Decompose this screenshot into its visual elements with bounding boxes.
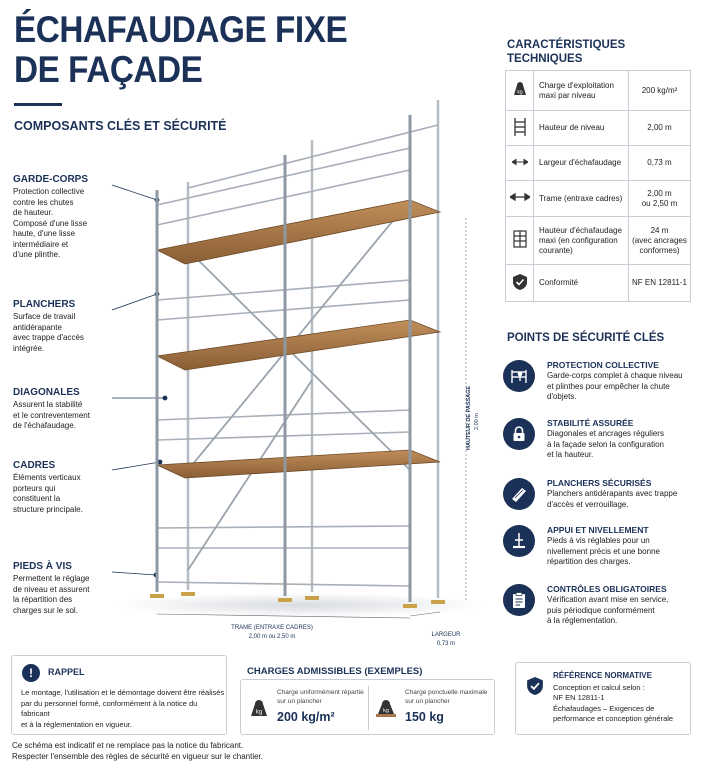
leader-line-pieds	[112, 572, 156, 575]
charge-2-label	[405, 688, 487, 706]
tech-row	[506, 146, 691, 181]
desc-line: de l'échafaudage.	[13, 421, 76, 430]
tech-value-line: 2,00 m	[647, 123, 672, 132]
point-load-icon	[375, 698, 397, 723]
tech-value	[629, 146, 691, 181]
title-underline	[14, 103, 62, 106]
tech-label-line: Hauteur d'échafaudage	[539, 225, 622, 235]
component-desc	[13, 312, 113, 354]
width-arrow-icon	[506, 146, 534, 181]
base-jack	[181, 592, 195, 596]
desc-line: la répartition des	[13, 595, 73, 604]
weight-icon	[249, 698, 269, 723]
tech-title	[507, 38, 625, 66]
desc-line: de niveau et assurent	[13, 584, 90, 594]
desc-line: et plinthes pour empêcher la chute	[547, 381, 670, 391]
tech-label-line: Trame (entraxe cadres)	[539, 193, 623, 203]
component-title: GARDE-CORPS	[13, 174, 89, 185]
page-title-line-2: DE FAÇADE	[14, 49, 203, 90]
component-desc	[13, 473, 113, 515]
lock-icon	[503, 418, 535, 450]
svg-text:kg: kg	[516, 89, 523, 96]
page-subtitle: COMPOSANTS CLÉS ET SÉCURITÉ	[14, 119, 227, 133]
desc-line: à la façade selon la configuration	[547, 439, 664, 449]
base-jack	[278, 598, 292, 602]
desc-line: et la hauteur.	[547, 450, 594, 459]
component-title: DIAGONALES	[13, 387, 80, 398]
tech-label	[534, 111, 629, 146]
frame-icon	[506, 217, 534, 265]
tech-row	[506, 181, 691, 217]
point-load-icon-text: kg	[383, 708, 389, 714]
base-jack	[403, 604, 417, 608]
tech-title-line-2: TECHNIQUES	[507, 53, 583, 65]
desc-line: intégrée.	[13, 343, 45, 353]
platform-level-2	[157, 320, 440, 370]
tech-value-line: 0,73 m	[647, 158, 672, 167]
tech-value	[629, 265, 691, 302]
desc-line: puis périodique conformément	[547, 605, 655, 615]
safety-item-desc	[547, 595, 697, 627]
height-label-2: 2,00 m	[474, 413, 480, 430]
desc-line: nivellement précis et une bonne	[547, 546, 660, 556]
tech-label-line: maxi (en configuration	[539, 235, 618, 245]
clipboard-icon	[503, 584, 535, 616]
charges-box	[240, 679, 495, 735]
tech-row	[506, 217, 691, 265]
desc-line: d'objets.	[547, 392, 577, 401]
reference-line: Conception et calcul selon :	[553, 683, 645, 692]
tech-row	[506, 71, 691, 111]
tech-value-line: 200 kg/m²	[641, 85, 678, 95]
plank-icon	[503, 478, 535, 510]
desc-line: Diagonales et ancrages réguliers	[547, 429, 664, 438]
weight-icon	[506, 71, 534, 111]
tech-value-line: conformes)	[639, 245, 680, 255]
tech-table	[505, 70, 691, 302]
desc-line: d'une plinthe.	[13, 250, 61, 259]
safety-item-title: STABILITÉ ASSURÉE	[547, 418, 634, 428]
desc-line: porteurs qui	[13, 483, 56, 493]
desc-line: structure principale.	[13, 504, 83, 514]
tech-row	[506, 111, 691, 146]
ladder-icon	[506, 111, 534, 146]
footer-line: Respecter l'ensemble des règles de sécurité en vigueur sur le chantier.	[12, 752, 263, 761]
page-title-line-1: ÉCHAFAUDAGE FIXE	[14, 9, 348, 50]
desc-line: constituent la	[13, 494, 61, 503]
desc-line: avec trappe d'accès	[13, 333, 84, 342]
rappel-box	[11, 655, 227, 735]
rappel-line: et à la réglementation en vigueur.	[21, 719, 132, 729]
charges-divider	[368, 686, 369, 730]
base-jack	[150, 594, 164, 598]
leader-lines	[112, 185, 167, 577]
trame-label: TRAME (ENTRAXE CADRES)	[231, 625, 313, 631]
desc-line: répartition des charges.	[547, 557, 631, 566]
desc-line: d'accès et verrouillage.	[547, 499, 629, 509]
desc-line: à la réglementation.	[547, 616, 618, 625]
desc-line: Permettent le réglage	[13, 574, 90, 583]
warning-icon: !	[22, 664, 40, 682]
leader-dot-diagonales	[163, 396, 167, 400]
tech-label-line: Conformité	[539, 278, 579, 287]
base-jack	[305, 596, 319, 600]
tech-label	[534, 181, 629, 217]
leader-line-garde-corps	[112, 185, 157, 200]
tech-label-line: maxi par niveau	[539, 90, 596, 100]
rappel-line: par du personnel formé, conformément à la notice du fabricant	[21, 698, 198, 718]
charge-label-line: sur un plancher	[405, 698, 450, 705]
reference-line: performance et conception générale	[553, 713, 674, 723]
component-title: PIEDS À VIS	[13, 561, 72, 572]
safety-item-title: PLANCHERS SÉCURISÉS	[547, 478, 652, 488]
leader-line-planchers	[112, 294, 157, 310]
component-pieds-a-vis	[13, 561, 113, 616]
component-cadres	[13, 460, 113, 515]
safety-item-title: PROTECTION COLLECTIVE	[547, 360, 659, 370]
safety-item-desc	[547, 371, 697, 403]
tech-label-line: Largeur d'échafaudage	[539, 158, 622, 167]
rappel-title: RAPPEL	[48, 667, 85, 677]
jack-icon	[503, 525, 535, 557]
tech-value	[629, 181, 691, 217]
charges-title: CHARGES ADMISSIBLES (EXEMPLES)	[247, 666, 423, 677]
safety-title: POINTS DE SÉCURITÉ CLÉS	[507, 332, 665, 344]
tech-value	[629, 71, 691, 111]
base-jack	[431, 600, 445, 604]
desc-line: Éléments verticaux	[13, 473, 81, 482]
component-desc	[13, 400, 113, 432]
rappel-text	[21, 688, 226, 730]
component-title: PLANCHERS	[13, 299, 76, 310]
largeur-value: 0,73 m	[436, 641, 456, 647]
desc-line: et le contreventement	[13, 410, 90, 420]
shield-check-icon	[526, 675, 544, 702]
tech-title-line-1: CARACTÉRISTIQUES	[507, 39, 626, 51]
desc-line: Assurent la stabilité	[13, 400, 83, 409]
charge-label-line: sur un plancher	[277, 698, 322, 705]
charge-2-value: 150 kg	[405, 710, 444, 724]
desc-line: de hauteur.	[13, 208, 54, 217]
tech-label	[534, 265, 629, 302]
tech-label-line: Charge d'exploitation	[539, 80, 614, 90]
span-arrow-icon	[506, 181, 534, 217]
tech-value-line: 2,00 m	[647, 188, 672, 198]
footer-note	[12, 740, 263, 762]
desc-line: haute, d'une lisse	[13, 229, 76, 238]
reference-title: RÉFÉRENCE NORMATIVE	[553, 671, 652, 680]
tech-value	[629, 111, 691, 146]
guardrail-icon	[503, 360, 535, 392]
desc-line: Surface de travail	[13, 312, 76, 321]
desc-line: Protection collective	[13, 187, 85, 196]
component-garde-corps	[13, 174, 113, 261]
tech-label-line: courante)	[539, 245, 573, 255]
safety-item-desc	[547, 429, 697, 461]
rappel-line: Le montage, l'utilisation et le démontage doivent être réalisés	[21, 688, 225, 697]
desc-line: Planchers antidérapants avec trappe	[547, 489, 678, 498]
leader-dot-cadres	[158, 460, 162, 464]
reference-line: NF EN 12811-1	[553, 693, 605, 703]
desc-line: Garde-corps complet à chaque niveau	[547, 371, 683, 380]
component-diagonales	[13, 387, 113, 432]
tech-label	[534, 146, 629, 181]
scaffold-diagram	[100, 95, 500, 655]
tech-value-line: (avec ancrages	[632, 235, 687, 245]
safety-item-title: CONTRÔLES OBLIGATOIRES	[547, 584, 667, 594]
trame-value: 2,00 m ou 2,50 m	[248, 634, 296, 640]
tech-value	[629, 217, 691, 265]
platform-level-3	[157, 200, 440, 264]
reference-box	[515, 662, 691, 735]
leader-line-cadres	[112, 462, 160, 470]
tech-label-line: Hauteur de niveau	[539, 123, 605, 132]
tech-label	[534, 217, 629, 265]
desc-line: Pieds à vis réglables pour un	[547, 536, 650, 545]
height-label-1: HAUTEUR DE PASSAGE	[466, 385, 472, 450]
reference-line: Échafaudages – Exigences de	[553, 703, 655, 713]
desc-line: contre les chutes	[13, 197, 74, 207]
charge-label-line: Charge uniformément répartie	[277, 689, 364, 696]
tech-value-line: 24 m	[650, 225, 669, 235]
desc-line: Vérification avant mise en service,	[547, 595, 669, 604]
footer-line: Ce schéma est indicatif et ne remplace pas la notice du fabricant.	[12, 741, 244, 750]
tech-value-line: NF EN 12811-1	[632, 278, 687, 287]
desc-line: Composé d'une lisse	[13, 218, 88, 228]
tech-value-line: ou 2,50 m	[641, 198, 678, 208]
safety-item-desc	[547, 536, 697, 568]
component-planchers	[13, 299, 113, 354]
desc-line: antidérapante	[13, 322, 62, 332]
reference-text	[553, 683, 673, 724]
desc-line: intermédiaire et	[13, 239, 69, 249]
shield-check-icon	[506, 265, 534, 302]
component-desc	[13, 187, 113, 261]
component-desc	[13, 574, 113, 616]
ground-shadow	[110, 593, 490, 617]
tech-row	[506, 265, 691, 302]
charge-label-line: Charge ponctuelle maximale	[405, 689, 488, 696]
weight-icon-text: kg	[255, 709, 263, 716]
charge-1-label	[277, 688, 364, 706]
charge-1-value: 200 kg/m²	[277, 710, 335, 724]
platform-level-1	[157, 450, 440, 478]
page-title	[14, 10, 347, 90]
desc-line: charges sur le sol.	[13, 605, 78, 615]
tech-label	[534, 71, 629, 111]
safety-item-desc	[547, 489, 697, 510]
safety-item-title: APPUI ET NIVELLEMENT	[547, 525, 649, 535]
largeur-label: LARGEUR	[431, 632, 461, 638]
component-title: CADRES	[13, 460, 56, 471]
